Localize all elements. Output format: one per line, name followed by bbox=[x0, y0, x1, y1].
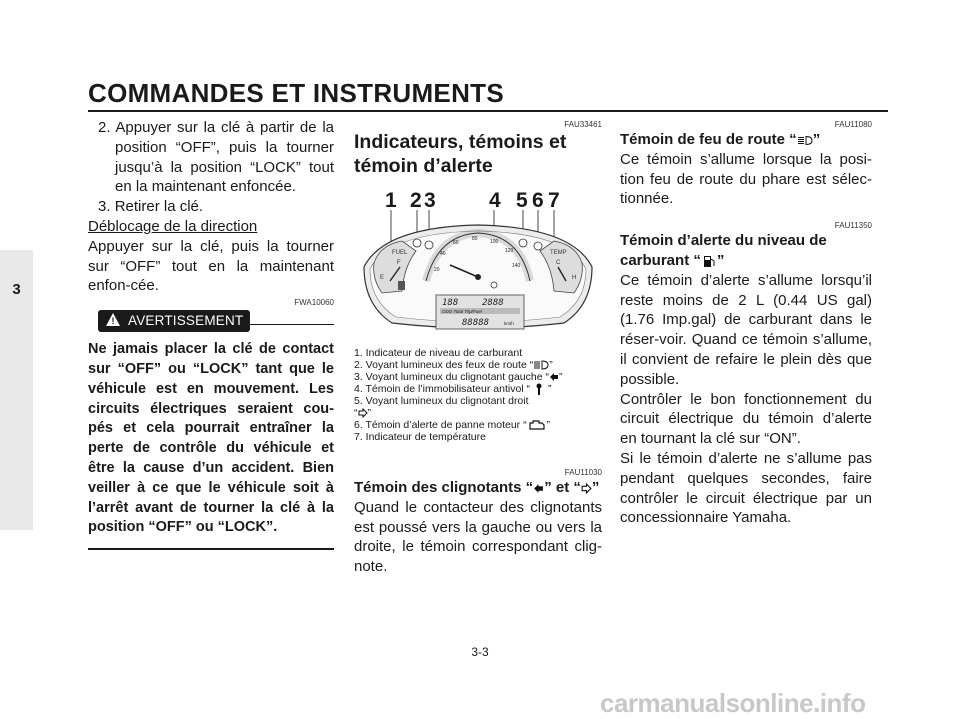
step-3 bbox=[88, 197, 334, 217]
turn-code: FAU11030 bbox=[564, 468, 602, 477]
lcd-right-digits: 2888 bbox=[482, 298, 504, 308]
step-3-text: Retirer la clé. bbox=[114, 198, 204, 216]
indicators-heading: Indicateurs, témoins et témoin d’alerte bbox=[354, 131, 567, 177]
fuel-pump-icon bbox=[701, 254, 717, 268]
engine-icon bbox=[527, 419, 547, 431]
warning-header bbox=[88, 310, 334, 336]
turn-text: Quand le contacteur des clignotants est poussé vers la gauche ou vers la droite, le témoin correspondant clig-note. bbox=[354, 498, 602, 576]
fuel-heading-line-1: Témoin d’alerte du niveau de bbox=[620, 232, 827, 250]
caption-2: 2. Voyant lumineux des feux de route “ ” bbox=[354, 359, 553, 371]
callout-2: 2 bbox=[410, 189, 422, 212]
indicators-code: FAU33461 bbox=[564, 120, 602, 129]
fuel-text-3: Si le témoin d’alerte ne s’allume pas pendant quelques secondes, faire contrôler le circuit électrique par un concessionnaire Yamaha. bbox=[620, 449, 872, 527]
callout-4: 4 bbox=[489, 189, 501, 212]
chapter-tab-number: 3 bbox=[12, 281, 21, 298]
right-arrow-icon bbox=[358, 408, 368, 418]
temp-label: TEMP bbox=[550, 250, 567, 256]
header-rule bbox=[88, 110, 888, 112]
fuel-f-label: F bbox=[397, 260, 401, 266]
instrument-cluster-illustration bbox=[354, 205, 602, 335]
left-turn-lamp bbox=[425, 241, 433, 249]
exclamation-icon: ! bbox=[111, 316, 115, 327]
high-beam-lamp bbox=[413, 239, 421, 247]
immobilizer-lamp bbox=[491, 282, 497, 288]
high-beam-icon bbox=[533, 360, 549, 370]
high-beam-icon bbox=[797, 135, 813, 146]
beam-heading: Témoin de feu de route “ ” bbox=[620, 131, 821, 148]
fuel-text-2: Contrôler le bon fonctionnement du circuit électrique du témoin d’alerte en tournant la clé sur “ON”. bbox=[620, 390, 872, 448]
fuel-label: FUEL bbox=[392, 250, 408, 256]
left-arrow-icon bbox=[549, 372, 559, 382]
fuel-text-1: Ce témoin d’alerte s’allume lorsqu’il reste moins de 2 L (0.44 US gal) (1.76 Imp.gal) de carburant dans le réser-voir. Quand ce témoin s’allume, il convient de refaire le plein dès que possible. bbox=[620, 271, 872, 388]
column-3 bbox=[620, 118, 872, 528]
lcd-left-digits: 188 bbox=[442, 298, 459, 308]
speed-tick-60: 60 bbox=[453, 240, 459, 246]
fuel-e-label: E bbox=[380, 275, 385, 281]
callout-1: 1 bbox=[385, 189, 397, 212]
step-3-number: 3. bbox=[98, 198, 111, 216]
section-title: COMMANDES ET INSTRUMENTS bbox=[88, 78, 504, 108]
step-2-text: Appuyer sur la clé à partir de la position “OFF”, puis la tourner jusqu’à la position “LOCK” tout en la maintenant enfoncée. bbox=[115, 119, 334, 196]
fuel-pump-icon bbox=[398, 281, 405, 290]
warning-end-rule bbox=[88, 548, 334, 550]
warning-label: AVERTISSEMENT bbox=[128, 313, 244, 329]
lcd-odometer-digits: 88888 bbox=[462, 318, 490, 328]
column-2 bbox=[354, 118, 602, 178]
speed-tick-120: 120 bbox=[505, 248, 514, 254]
caption-5: 5. Voyant lumineux du clignotant droit bbox=[354, 395, 529, 408]
caption-7: 7. Indicateur de température bbox=[354, 431, 486, 444]
lcd-mode-tabs: ODO Total Trip/Fuel bbox=[442, 309, 482, 314]
column-1 bbox=[88, 118, 334, 550]
turn-heading: Témoin des clignotants “ ” et “ ” bbox=[354, 479, 600, 496]
temp-c-label: C bbox=[556, 260, 561, 266]
unlock-text: Appuyer sur la clé, puis la tourner sur “OFF” tout en la maintenant enfon-cée. bbox=[88, 237, 334, 295]
step-2 bbox=[88, 118, 334, 197]
page-number: 3-3 bbox=[471, 645, 489, 659]
right-turn-lamp bbox=[519, 239, 527, 247]
left-arrow-icon bbox=[533, 483, 544, 494]
caption-1: 1. Indicateur de niveau de carburant bbox=[354, 347, 523, 359]
caption-3: 3. Voyant lumineux du clignotant gauche “ ” bbox=[354, 371, 563, 383]
warning-code: FWA10060 bbox=[294, 298, 334, 308]
beam-text: Ce témoin s’allume lorsque la posi-tion feu de route du phare est sélec-tionnée. bbox=[620, 150, 872, 208]
watermark: carmanualsonline.info bbox=[600, 688, 866, 718]
fuel-warning-code: FAU11350 bbox=[834, 221, 872, 231]
warning-text: Ne jamais placer la clé de contact sur “OFF” ou “LOCK” tant que le véhicule est en mouvement. Les circuits électriques seraient cou-pés et cela pourrait entraîner la perte de contrôle du véhicule et être la cause d’un accident. Bien veiller à ce que le véhicule soit à l’arrêt avant de tourner la clé à la position “OFF” ou “LOCK”. bbox=[88, 341, 334, 536]
engine-warning-lamp bbox=[534, 242, 542, 250]
step-2-number: 2. bbox=[98, 119, 111, 136]
figure-captions bbox=[354, 347, 604, 443]
callout-3: 3 bbox=[424, 189, 436, 212]
speed-tick-40: 40 bbox=[440, 251, 446, 257]
warning-rule bbox=[250, 324, 334, 325]
key-icon bbox=[530, 383, 548, 395]
callout-6: 6 bbox=[532, 189, 544, 212]
speed-tick-20: 20 bbox=[434, 267, 440, 273]
callout-5: 5 bbox=[516, 189, 528, 212]
lcd-unit: km/h bbox=[504, 321, 514, 326]
beam-code: FAU11080 bbox=[834, 120, 872, 129]
unlock-heading: Déblocage de la direction bbox=[88, 217, 258, 235]
speed-tick-140: 140 bbox=[512, 263, 521, 269]
caption-6: 6. Témoin d’alerte de panne moteur “ ” bbox=[354, 419, 551, 432]
turn-signal-section bbox=[354, 466, 602, 577]
speed-tick-100: 100 bbox=[490, 239, 499, 245]
caption-5-icon: “ ” bbox=[354, 407, 371, 420]
speed-tick-80: 80 bbox=[472, 236, 478, 242]
right-arrow-icon bbox=[581, 483, 592, 494]
callout-7: 7 bbox=[548, 189, 560, 212]
warning-badge bbox=[98, 310, 250, 332]
temp-h-label: H bbox=[572, 275, 577, 281]
fuel-heading-line-2: carburant “ ” bbox=[620, 251, 725, 269]
caption-4: 4. Témoin de l’immobilisateur antivol “ ” bbox=[354, 383, 552, 395]
